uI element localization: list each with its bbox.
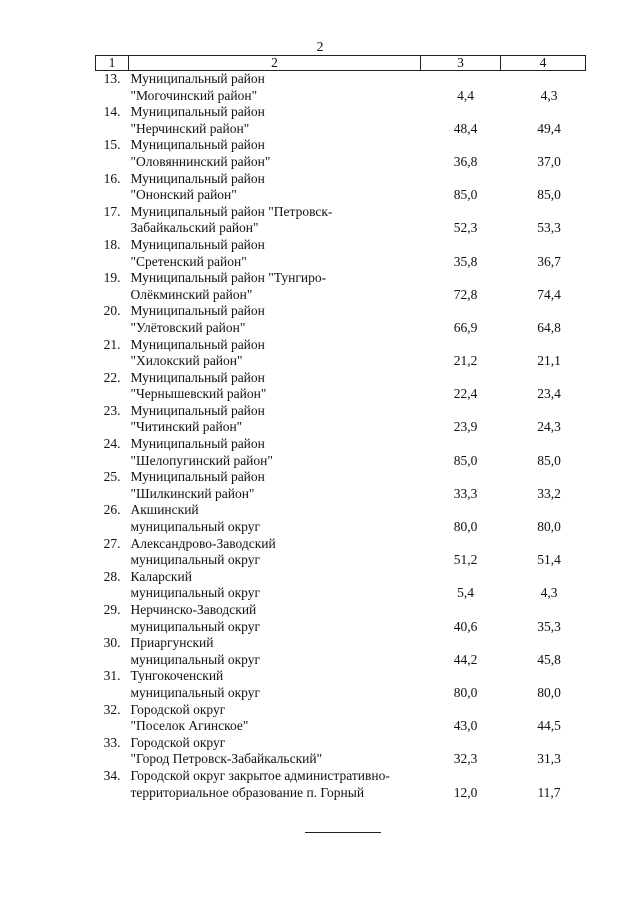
value-col-4: 4,3 <box>540 585 558 601</box>
value-col-3: 66,9 <box>453 319 478 335</box>
municipality-name-line-1: Акшинский <box>130 502 199 518</box>
table-row <box>96 137 586 170</box>
municipality-name <box>129 536 421 569</box>
value-col-4: 53,3 <box>537 220 561 236</box>
row-number: 25. <box>103 469 121 485</box>
table-row <box>96 370 586 403</box>
value-col-4: 11,7 <box>537 784 561 800</box>
municipality-name-line-2: муниципальный округ <box>130 585 260 601</box>
municipality-name <box>129 635 421 668</box>
row-number: 34. <box>103 767 121 783</box>
municipality-name-line-2: муниципальный округ <box>130 684 260 700</box>
table-row <box>96 502 586 535</box>
value-col-3: 23,9 <box>453 419 478 435</box>
municipality-name-line-2: "Чернышевский район" <box>130 386 267 402</box>
table-header-row <box>96 56 586 71</box>
row-number: 29. <box>103 602 121 617</box>
value-col-4: 49,4 <box>537 120 561 136</box>
municipality-name-line-1: Муниципальный район <box>130 71 265 86</box>
value-col-3: 33,3 <box>453 485 478 501</box>
value-col-4: 64,8 <box>537 319 561 335</box>
value-col-4: 33,2 <box>537 485 561 501</box>
value-col-4: 74,4 <box>537 286 561 302</box>
municipality-name-line-2: "Ононский район" <box>130 187 237 203</box>
value-col-4: 36,7 <box>537 253 561 269</box>
municipality-name-line-2: "Оловяннинский район" <box>130 153 271 169</box>
municipality-name <box>129 303 421 336</box>
municipality-name-line-2: "Могочинский район" <box>130 87 258 103</box>
row-number: 31. <box>103 668 121 684</box>
municipality-name <box>129 602 421 635</box>
table-row <box>96 237 586 270</box>
municipality-name-line-1: Муниципальный район <box>130 436 265 452</box>
municipality-name-line-1: Муниципальный район "Тунгиро- <box>130 270 327 286</box>
row-number: 18. <box>103 236 121 252</box>
value-col-4: 23,4 <box>537 386 561 402</box>
value-col-3: 48,4 <box>453 120 478 136</box>
header-col-2: 2 <box>129 56 421 71</box>
municipality-name-line-1: Городской округ закрытое административно- <box>130 767 390 783</box>
table-body <box>96 71 586 802</box>
value-col-4: 37,0 <box>537 153 561 169</box>
municipality-name-line-1: Муниципальный район <box>130 469 265 485</box>
row-number: 22. <box>103 369 121 385</box>
value-col-4: 21,1 <box>537 353 561 369</box>
value-col-4: 31,3 <box>537 751 561 767</box>
municipality-name <box>129 569 421 602</box>
value-col-3: 85,0 <box>453 452 478 468</box>
municipality-name <box>129 237 421 270</box>
table-row <box>96 71 586 105</box>
municipality-name-line-2: Забайкальский район" <box>130 220 259 236</box>
row-number: 17. <box>103 203 121 219</box>
municipality-name <box>129 403 421 436</box>
value-col-4: 44,5 <box>537 718 561 734</box>
municipality-name <box>129 204 421 237</box>
table-row <box>96 337 586 370</box>
row-number: 15. <box>103 137 121 153</box>
value-col-4: 80,0 <box>537 684 561 700</box>
municipality-name-line-1: Муниципальный район <box>130 369 265 385</box>
value-col-4: 51,4 <box>537 552 561 568</box>
municipality-name-line-1: Муниципальный район <box>130 336 265 352</box>
row-number: 26. <box>103 502 121 518</box>
municipality-name <box>129 337 421 370</box>
value-col-3: 32,3 <box>453 751 478 767</box>
table-row <box>96 403 586 436</box>
table-row <box>96 635 586 668</box>
municipality-name <box>129 469 421 502</box>
municipality-name-line-2: муниципальный округ <box>130 651 260 667</box>
municipality-name-line-2: "Шелопугинский район" <box>130 452 273 468</box>
page-number: 2 <box>316 40 324 55</box>
table-row <box>96 270 586 303</box>
row-number: 13. <box>103 71 121 86</box>
municipality-name-line-2: "Шилкинский район" <box>130 485 255 501</box>
municipality-name-line-1: Городской округ <box>130 701 226 717</box>
value-col-4: 85,0 <box>537 452 561 468</box>
value-col-3: 52,3 <box>453 220 478 236</box>
value-col-3: 22,4 <box>453 386 478 402</box>
municipality-name-line-2: "Читинский район" <box>130 419 243 435</box>
table-row <box>96 303 586 336</box>
municipality-name-line-2: "Улётовский район" <box>130 319 246 335</box>
municipality-name <box>129 104 421 137</box>
table-row <box>96 536 586 569</box>
municipality-name-line-1: Александрово-Заводский <box>130 535 276 551</box>
row-number: 24. <box>103 436 121 452</box>
value-col-3: 51,2 <box>453 552 478 568</box>
row-number: 19. <box>103 270 121 286</box>
value-col-4: 80,0 <box>537 519 561 535</box>
value-col-4: 24,3 <box>537 419 561 435</box>
data-table <box>95 55 586 801</box>
municipality-name-line-1: Муниципальный район <box>130 137 265 153</box>
table-row <box>96 204 586 237</box>
municipality-name <box>129 270 421 303</box>
row-number: 20. <box>103 303 121 319</box>
value-col-3: 80,0 <box>453 519 478 535</box>
municipality-name-line-2: Олёкминский район" <box>130 286 253 302</box>
value-col-3: 40,6 <box>453 618 478 634</box>
value-col-3: 21,2 <box>453 353 478 369</box>
header-col-3: 3 <box>421 56 501 71</box>
row-number: 14. <box>103 104 121 120</box>
value-col-3: 80,0 <box>453 684 478 700</box>
footer-divider <box>305 832 381 833</box>
table-row <box>96 768 586 801</box>
value-col-3: 44,2 <box>453 651 478 667</box>
municipality-name <box>129 71 421 105</box>
value-col-3: 12,0 <box>453 784 478 800</box>
municipality-name-line-2: "Хилокский район" <box>130 353 243 369</box>
municipality-name <box>129 137 421 170</box>
row-number: 32. <box>103 701 121 717</box>
table-row <box>96 702 586 735</box>
municipality-name <box>129 502 421 535</box>
value-col-3: 43,0 <box>453 718 478 734</box>
row-number: 21. <box>103 336 121 352</box>
municipality-name-line-1: Каларский <box>130 568 192 584</box>
table-row <box>96 569 586 602</box>
municipality-name-line-1: Муниципальный район <box>130 402 265 418</box>
municipality-name-line-1: Муниципальный район "Петровск- <box>130 203 333 219</box>
value-col-4: 45,8 <box>537 651 561 667</box>
value-col-3: 72,8 <box>453 286 478 302</box>
value-col-3: 5,4 <box>457 585 474 601</box>
municipality-name-line-1: Приаргунский <box>130 635 214 651</box>
header-col-4: 4 <box>501 56 586 71</box>
municipality-name-line-2: муниципальный округ <box>130 519 260 535</box>
value-col-3: 85,0 <box>453 187 478 203</box>
row-number: 23. <box>103 402 121 418</box>
table-row <box>96 469 586 502</box>
table-row <box>96 436 586 469</box>
municipality-name <box>129 735 421 768</box>
table-row <box>96 104 586 137</box>
municipality-name <box>129 702 421 735</box>
municipality-name-line-1: Муниципальный район <box>130 170 265 186</box>
municipality-name-line-2: муниципальный округ <box>130 552 260 568</box>
value-col-3: 4,4 <box>457 87 474 103</box>
municipality-name-line-2: "Нерчинский район" <box>130 120 250 136</box>
municipality-name <box>129 171 421 204</box>
municipality-name <box>129 768 421 801</box>
municipality-name-line-1: Муниципальный район <box>130 104 265 120</box>
municipality-name-line-2: "Поселок Агинское" <box>130 718 249 734</box>
table-row <box>96 668 586 701</box>
municipality-name-line-2: "Город Петровск-Забайкальский" <box>130 751 323 767</box>
value-col-3: 36,8 <box>453 153 478 169</box>
value-col-3: 35,8 <box>453 253 478 269</box>
table-row <box>96 602 586 635</box>
row-number: 33. <box>103 734 121 750</box>
row-number: 27. <box>103 535 121 551</box>
header-col-1: 1 <box>96 56 129 71</box>
value-col-4: 85,0 <box>537 187 561 203</box>
municipality-name <box>129 668 421 701</box>
table-row <box>96 735 586 768</box>
municipality-name-line-2: территориальное образование п. Горный <box>130 784 365 800</box>
municipality-name <box>129 370 421 403</box>
row-number: 28. <box>103 568 121 584</box>
table-row <box>96 171 586 204</box>
municipality-name-line-2: муниципальный округ <box>130 618 260 634</box>
municipality-name-line-1: Городской округ <box>130 734 226 750</box>
row-number: 16. <box>103 170 121 186</box>
value-col-4: 4,3 <box>540 87 558 103</box>
municipality-name-line-1: Нерчинско-Заводский <box>130 602 257 617</box>
municipality-name <box>129 436 421 469</box>
municipality-name-line-2: "Сретенский район" <box>130 253 247 269</box>
municipality-name-line-1: Муниципальный район <box>130 303 265 319</box>
value-col-4: 35,3 <box>537 618 561 634</box>
row-number: 30. <box>103 635 121 651</box>
municipality-name-line-1: Муниципальный район <box>130 236 265 252</box>
municipality-name-line-1: Тунгокоченский <box>130 668 224 684</box>
